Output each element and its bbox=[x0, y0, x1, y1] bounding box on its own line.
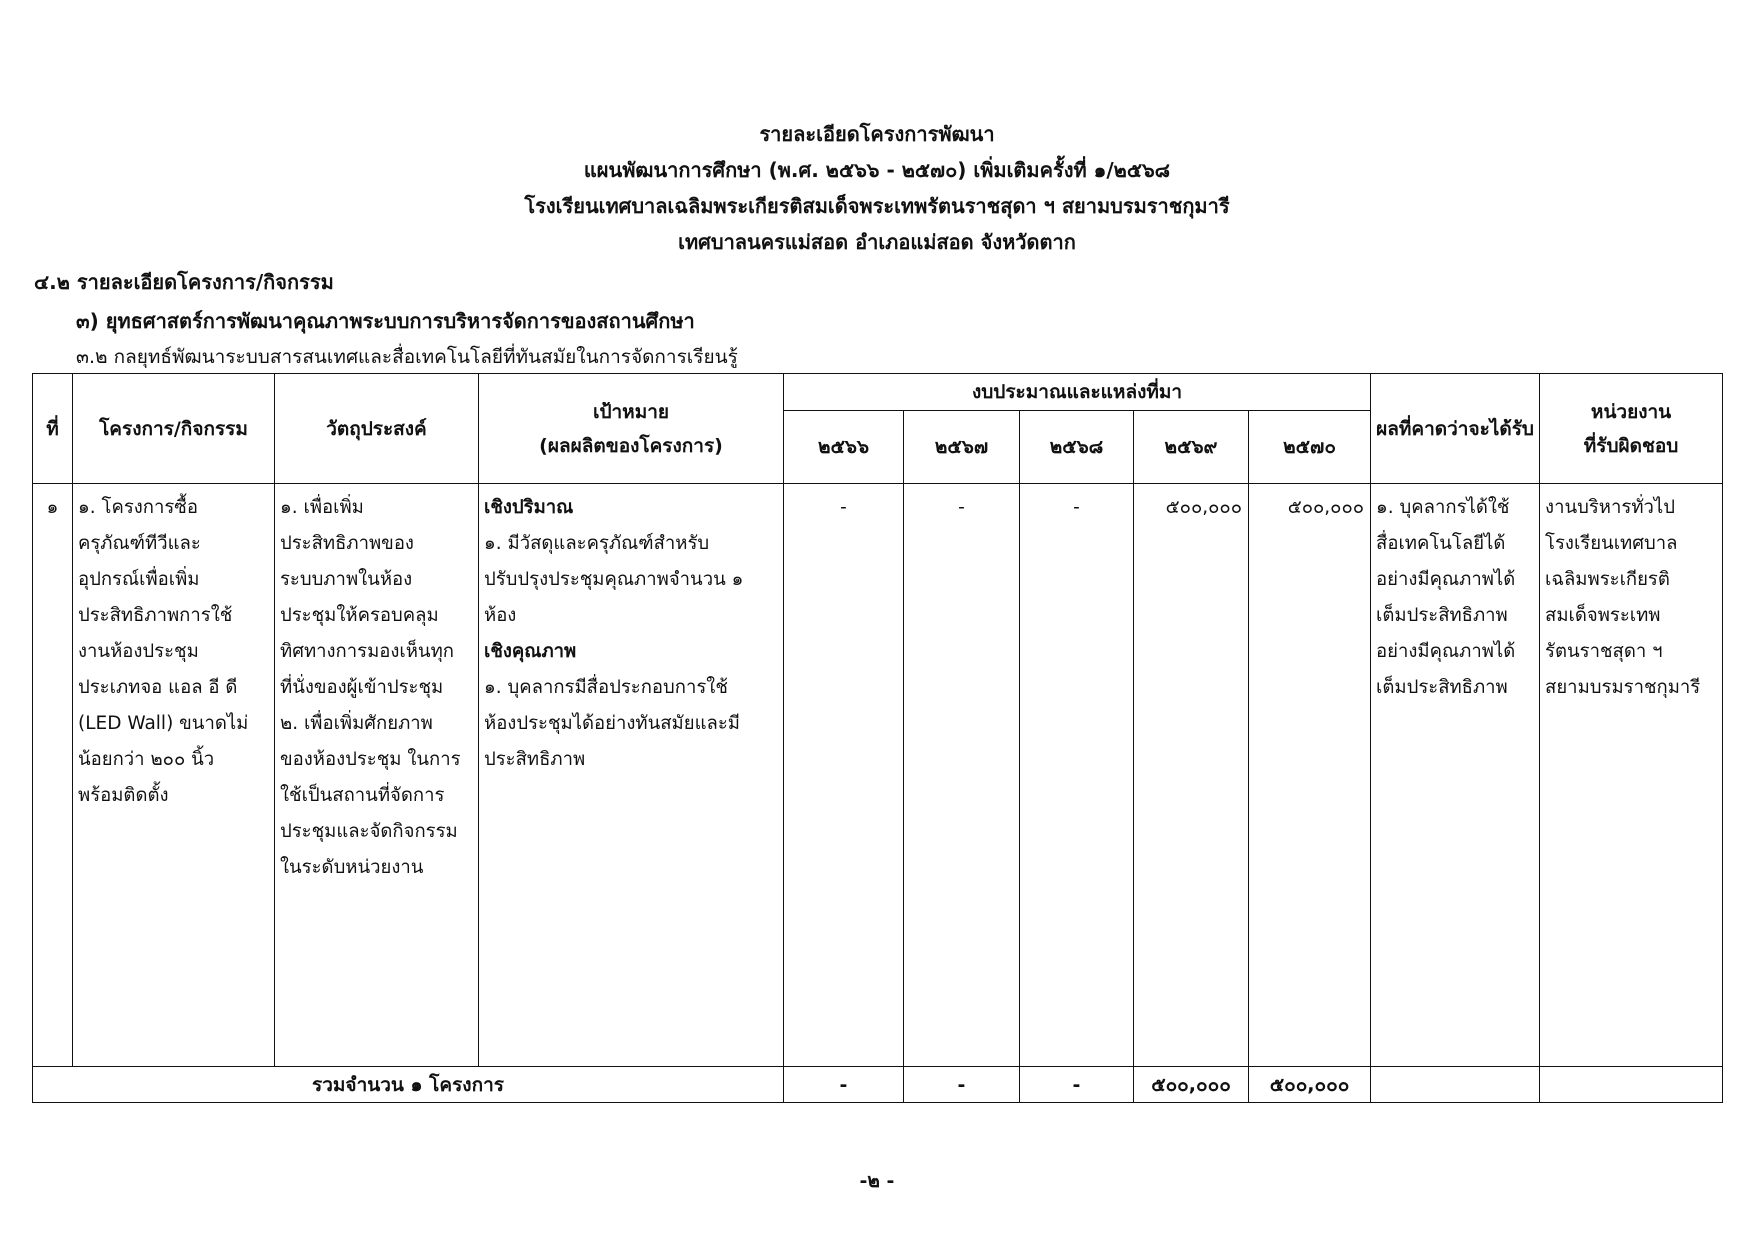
header-project: โครงการ/กิจกรรม bbox=[73, 374, 275, 484]
row-target bbox=[479, 484, 783, 778]
unit-line: สมเด็จพระเทพ bbox=[1545, 605, 1661, 626]
header-year-2568: ๒๕๖๘ bbox=[1020, 411, 1134, 484]
target-line: ห้องประชุมได้อย่างทันสมัยและมี bbox=[484, 713, 740, 734]
header-municipality: เทศบาลนครแม่สอด อำเภอแม่สอด จังหวัดตาก bbox=[678, 230, 1076, 254]
expected-line: สื่อเทคโนโลยีได้ bbox=[1376, 533, 1506, 554]
total-unit bbox=[1540, 1067, 1723, 1103]
budget-2566: - bbox=[840, 497, 847, 518]
header-year-2570: ๒๕๗๐ bbox=[1249, 411, 1371, 484]
row-expected bbox=[1371, 484, 1539, 706]
expected-line: เต็มประสิทธิภาพ bbox=[1376, 605, 1508, 626]
total-row bbox=[33, 1067, 1723, 1103]
strategy-heading: ๓) ยุทธศาสตร์การพัฒนาคุณภาพระบบการบริหารจัดการของสถานศึกษา bbox=[76, 309, 695, 333]
header-target bbox=[479, 374, 784, 484]
project-line: ครุภัณฑ์ทีวีและ bbox=[78, 533, 201, 554]
header-year-2569: ๒๕๖๙ bbox=[1134, 411, 1249, 484]
unit-line: โรงเรียนเทศบาล bbox=[1545, 533, 1678, 554]
header-school: โรงเรียนเทศบาลเฉลิมพระเกียรติสมเด็จพระเทพรัตนราชสุดา ฯ สยามบรมราชกุมารี bbox=[524, 194, 1230, 218]
header-unit bbox=[1540, 374, 1723, 484]
row-no: ๑ bbox=[46, 497, 59, 518]
header-title: รายละเอียดโครงการพัฒนา bbox=[759, 122, 995, 146]
total-2570: ๕๐๐,๐๐๐ bbox=[1249, 1067, 1371, 1103]
objective-line: ๒. เพื่อเพิ่มศักยภาพ bbox=[280, 713, 433, 734]
header-expected: ผลที่คาดว่าจะได้รับ bbox=[1371, 374, 1540, 484]
row-project bbox=[73, 484, 274, 814]
header-target-line1: เป้าหมาย bbox=[592, 400, 670, 423]
project-line: น้อยกว่า ๒๐๐ นิ้ว bbox=[78, 749, 215, 770]
target-line: ห้อง bbox=[484, 605, 517, 626]
objective-line: ทิศทางการมองเห็นทุก bbox=[280, 641, 454, 662]
budget-2569: ๕๐๐,๐๐๐ bbox=[1165, 497, 1242, 518]
target-quantity-title: เชิงปริมาณ bbox=[484, 497, 574, 518]
objective-line: ในระดับหน่วยงาน bbox=[280, 857, 424, 878]
header-budget: งบประมาณและแหล่งที่มา bbox=[784, 374, 1371, 411]
budget-2567: - bbox=[958, 497, 965, 518]
expected-line: อย่างมีคุณภาพได้ bbox=[1376, 641, 1516, 662]
project-line: (LED Wall) ขนาดไม่ bbox=[78, 713, 249, 734]
target-quality-title: เชิงคุณภาพ bbox=[484, 641, 577, 662]
target-line: ๑. บุคลากรมีสื่อประกอบการใช้ bbox=[484, 677, 728, 698]
header-unit-line2: ที่รับผิดชอบ bbox=[1583, 434, 1679, 457]
unit-line: เฉลิมพระเกียรติ bbox=[1545, 569, 1670, 590]
header-year-2566: ๒๕๖๖ bbox=[784, 411, 904, 484]
unit-line: สยามบรมราชกุมารี bbox=[1545, 677, 1701, 698]
table-row bbox=[33, 484, 1723, 1067]
budget-2568: - bbox=[1073, 497, 1080, 518]
section-heading: ๔.๒ รายละเอียดโครงการ/กิจกรรม bbox=[34, 270, 334, 294]
page-number: -๒ - bbox=[859, 1170, 895, 1192]
objective-line: ประชุมให้ครอบคลุม bbox=[280, 605, 439, 626]
unit-line: รัตนราชสุดา ฯ bbox=[1545, 641, 1663, 662]
row-unit bbox=[1540, 484, 1722, 706]
row-objective bbox=[275, 484, 478, 886]
total-label: รวมจำนวน ๑ โครงการ bbox=[33, 1067, 784, 1103]
header-target-line2: (ผลผลิตของโครงการ) bbox=[539, 434, 723, 457]
header-objective: วัตถุประสงค์ bbox=[275, 374, 479, 484]
objective-line: ๑. เพื่อเพิ่ม bbox=[280, 497, 364, 518]
objective-line: ที่นั่งของผู้เข้าประชุม bbox=[280, 677, 444, 698]
header-unit-line1: หน่วยงาน bbox=[1590, 400, 1672, 423]
project-line: งานห้องประชุม bbox=[78, 641, 199, 662]
header-no: ที่ bbox=[33, 374, 73, 484]
project-line: ๑. โครงการซื้อ bbox=[78, 497, 198, 518]
objective-line: ใช้เป็นสถานที่จัดการ bbox=[280, 785, 445, 806]
unit-line: งานบริหารทั่วไป bbox=[1545, 497, 1675, 518]
total-2569: ๕๐๐,๐๐๐ bbox=[1134, 1067, 1249, 1103]
objective-line: ประสิทธิภาพของ bbox=[280, 533, 414, 554]
total-expected bbox=[1371, 1067, 1540, 1103]
document-header bbox=[0, 116, 1754, 260]
objective-line: ระบบภาพในห้อง bbox=[280, 569, 413, 590]
total-2566: - bbox=[784, 1067, 904, 1103]
expected-line: อย่างมีคุณภาพได้ bbox=[1376, 569, 1516, 590]
total-2568: - bbox=[1020, 1067, 1134, 1103]
total-2567: - bbox=[904, 1067, 1020, 1103]
target-line: ประสิทธิภาพ bbox=[484, 749, 586, 770]
expected-line: ๑. บุคลากรได้ใช้ bbox=[1376, 497, 1510, 518]
header-year-2567: ๒๕๖๗ bbox=[904, 411, 1020, 484]
target-line: ปรับปรุงประชุมคุณภาพจำนวน ๑ bbox=[484, 569, 744, 590]
tactic-heading: ๓.๒ กลยุทธ์พัฒนาระบบสารสนเทศและสื่อเทคโนโลยีที่ทันสมัยในการจัดการเรียนรู้ bbox=[76, 346, 738, 368]
target-line: ๑. มีวัสดุและครุภัณฑ์สำหรับ bbox=[484, 533, 710, 554]
budget-2570: ๕๐๐,๐๐๐ bbox=[1287, 497, 1365, 518]
objective-line: ประชุมและจัดกิจกรรม bbox=[280, 821, 458, 842]
project-line: ประสิทธิภาพการใช้ bbox=[78, 605, 233, 626]
objective-line: ของห้องประชุม ในการ bbox=[280, 749, 461, 770]
project-line: ประเภทจอ แอล อี ดี bbox=[78, 677, 238, 698]
project-line: อุปกรณ์เพื่อเพิ่ม bbox=[78, 569, 200, 590]
project-line: พร้อมติดตั้ง bbox=[78, 785, 169, 806]
project-table bbox=[32, 373, 1723, 1103]
header-plan: แผนพัฒนาการศึกษา (พ.ศ. ๒๕๖๖ - ๒๕๗๐) เพิ่มเติมครั้งที่ ๑/๒๕๖๘ bbox=[583, 158, 1171, 182]
expected-line: เต็มประสิทธิภาพ bbox=[1376, 677, 1508, 698]
